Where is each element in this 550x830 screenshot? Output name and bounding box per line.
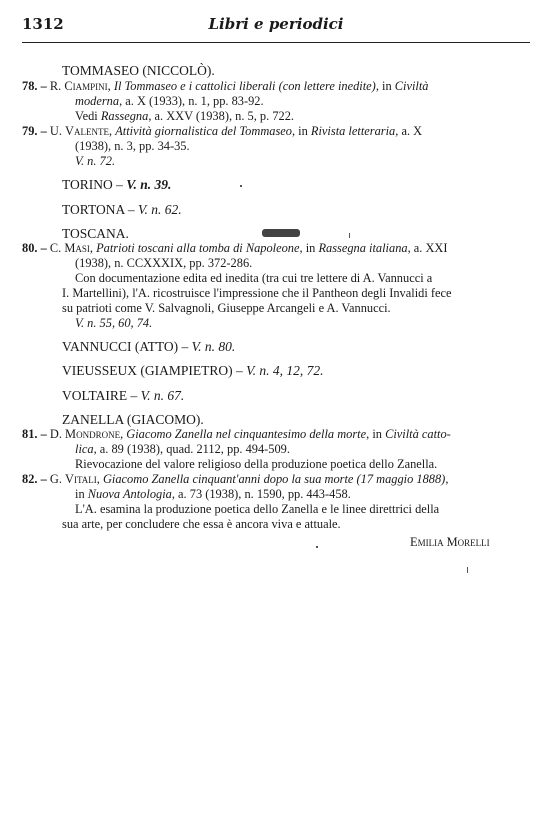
entry-79-line-2 [75, 139, 190, 154]
heading-zanella [62, 412, 204, 427]
text-span: Emilia Morelli [410, 535, 490, 549]
text-span: 78. – [22, 79, 50, 93]
text-span: 79. – [22, 124, 50, 138]
ink-speck [316, 546, 318, 548]
heading-toscana [62, 226, 129, 241]
text-span: L'A. esamina la produzione poetica dello Zanella e le linee direttrici della [75, 502, 440, 516]
entry-82-line-4 [62, 517, 341, 532]
text-span: , [108, 124, 116, 138]
ink-speck [467, 567, 468, 573]
entry-82-line-2 [75, 487, 351, 502]
heading-torino [62, 177, 171, 192]
text-span: I. Martellini), l'A. ricostruisce l'impressione che il Pantheon degli Invalidi fece [62, 286, 452, 300]
text-span: , in [375, 79, 395, 93]
heading-vannucci [62, 339, 235, 354]
text-span: Con documentazione edita ed inedita (tra cui tre lettere di A. Vannucci a [75, 271, 433, 285]
running-title: Libri e periodici [208, 15, 344, 33]
text-span: V. n. 4, 12, 72. [246, 363, 324, 378]
page-header [22, 15, 530, 39]
text-span: , [96, 472, 103, 486]
text-span: 82. – [22, 472, 50, 486]
text-span: Giacomo Zanella cinquant'anni dopo la sua morte (17 maggio 1888) [102, 472, 446, 486]
entry-78-line-2 [75, 94, 264, 109]
entry-81-line-2 [75, 442, 290, 457]
text-span: TOMMASEO (NICCOLÒ). [62, 63, 215, 78]
text-span: Ciampini [64, 79, 108, 93]
entry-78-line-1 [22, 79, 428, 94]
ink-speck [349, 233, 350, 238]
entry-78-line-3 [75, 109, 294, 124]
text-span: , a. XXV (1938), n. 5, p. 722. [148, 109, 295, 123]
text-span: , a. XXI [407, 241, 448, 255]
text-span: V. n. 80. [191, 339, 236, 354]
text-span: VANNUCCI (ATTO) – [62, 339, 192, 354]
header-rule [22, 42, 530, 43]
text-span: , [445, 472, 449, 486]
entry-82-line-3 [75, 502, 439, 517]
text-span: Nuova Antologia [87, 487, 172, 501]
text-span: TORINO – [62, 177, 127, 192]
text-span: moderna [75, 94, 120, 108]
entry-81-line-1 [22, 427, 451, 442]
text-span: Rassegna [100, 109, 149, 123]
entry-82-line-1 [22, 472, 448, 487]
text-span: V. n. 55, 60, 74. [75, 316, 153, 330]
text-span: V. n. 67. [140, 388, 185, 403]
text-span: Vedi [75, 109, 101, 123]
entry-81-line-3 [75, 457, 437, 472]
text-span: Patrioti toscani alla tomba di Napoleone [96, 241, 300, 255]
ink-smudge [262, 229, 300, 237]
text-span: Attività giornalistica del Tommaseo [115, 124, 292, 138]
heading-vieusseux [62, 363, 324, 378]
heading-tortona [62, 202, 182, 217]
entry-80-line-6 [75, 316, 152, 331]
entry-80-line-1 [22, 241, 448, 256]
entry-80-line-2 [75, 256, 252, 271]
text-span: VOLTAIRE – [62, 388, 141, 403]
text-span: Valente [65, 124, 109, 138]
text-span: Civiltà [394, 79, 429, 93]
text-span: R. [49, 79, 65, 93]
entry-80-line-5 [62, 301, 391, 316]
text-span: Giacomo Zanella nel cinquantesimo della morte [126, 427, 367, 441]
text-span: V. n. 62. [137, 202, 182, 217]
text-span: , a. 89 (1938), quad. 2112, pp. 494-509. [93, 442, 290, 456]
text-span: , in [366, 427, 386, 441]
text-span: C. [49, 241, 65, 255]
text-span: sua arte, per concludere che essa è ancora viva e attuale. [62, 517, 341, 531]
text-span: 81. – [22, 427, 50, 441]
text-span: Vitali [65, 472, 97, 486]
entry-79-line-3 [75, 154, 115, 169]
text-span: in [75, 487, 88, 501]
text-span: V. n. 72. [75, 154, 116, 168]
text-span: 80. – [22, 241, 50, 255]
heading-voltaire [62, 388, 184, 403]
entry-80-line-3 [75, 271, 432, 286]
text-span: ZANELLA (GIACOMO). [62, 412, 204, 427]
text-span: TOSCANA. [62, 226, 129, 241]
text-span: D. [49, 427, 66, 441]
ink-speck [240, 185, 242, 187]
text-span: TORTONA – [62, 202, 138, 217]
text-span: su patrioti come V. Salvagnoli, Giuseppe Arcangeli e A. Vannucci. [62, 301, 391, 315]
text-span: Masi [64, 241, 90, 255]
text-span: U. [49, 124, 66, 138]
signature-emilia-morelli [410, 535, 490, 550]
text-span: Il Tommaseo e i cattolici liberali (con lettere inedite) [113, 79, 376, 93]
text-span: , [107, 79, 114, 93]
text-span: V. n. 39. [126, 177, 172, 192]
text-span: (1938), n. CCXXXIX, pp. 372-286. [75, 256, 253, 270]
text-span: , [120, 427, 127, 441]
text-span: Mondrone [65, 427, 121, 441]
entry-80-line-4 [62, 286, 452, 301]
text-span: Rassegna italiana [318, 241, 408, 255]
text-span: , in [291, 124, 311, 138]
text-span: , a. X (1933), n. 1, pp. 83-92. [119, 94, 264, 108]
text-span: , [89, 241, 97, 255]
text-span: , in [299, 241, 319, 255]
text-span: Rivista letteraria [310, 124, 396, 138]
text-span: Civiltà catto- [385, 427, 451, 441]
text-span: VIEUSSEUX (GIAMPIETRO) – [62, 363, 247, 378]
page-number: 1312 [22, 15, 64, 33]
text-span: , a. X [395, 124, 423, 138]
text-span: (1938), n. 3, pp. 34-35. [75, 139, 190, 153]
text-span: Rievocazione del valore religioso della produzione poetica dello Zanella. [75, 457, 438, 471]
text-span: , a. 73 (1938), n. 1590, pp. 443-458. [171, 487, 351, 501]
entry-79-line-1 [22, 124, 422, 139]
heading-tommaseo [62, 63, 215, 78]
text-span: G. [49, 472, 66, 486]
text-span: lica [75, 442, 94, 456]
